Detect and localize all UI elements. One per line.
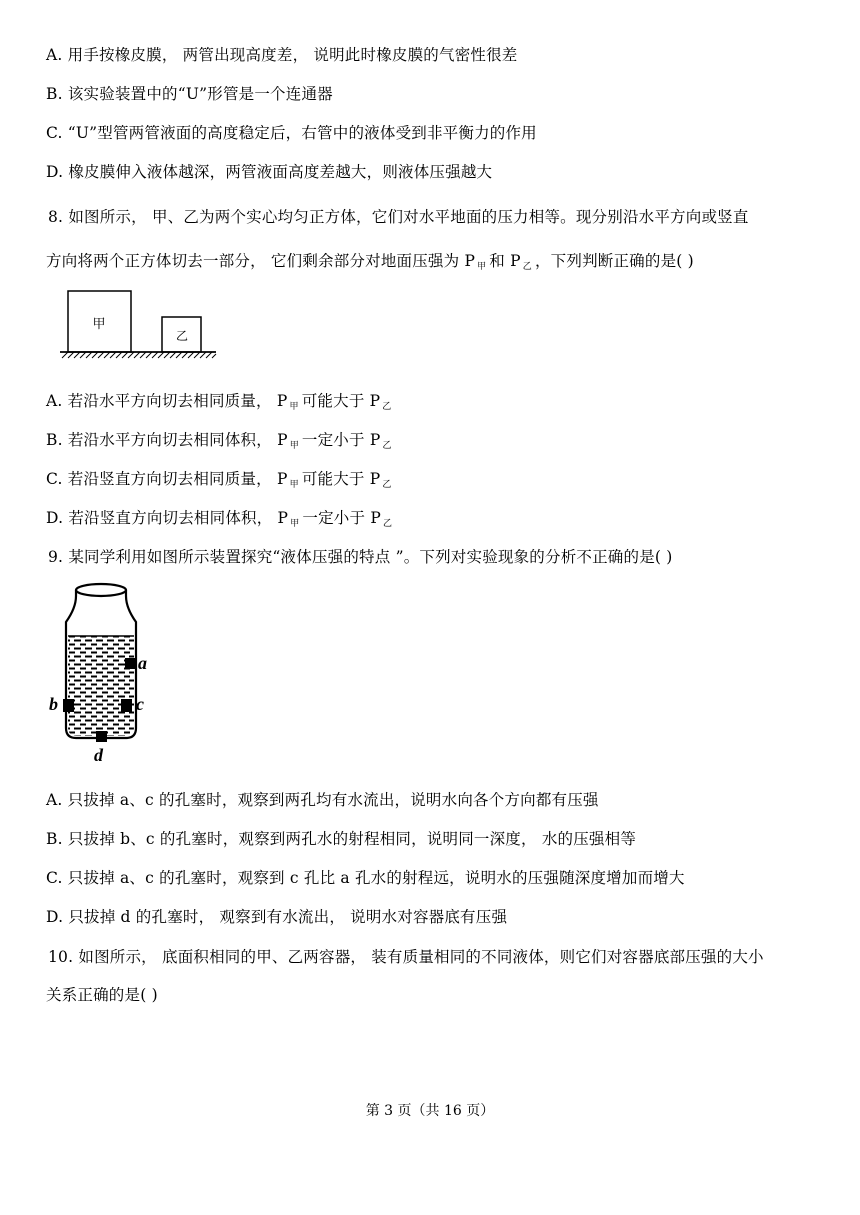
bottle-mouth (76, 584, 126, 596)
hole-plug-c (121, 699, 132, 712)
q8-option-a: A. 若沿水平方向切去相同质量， P $_甲$ 可能大于 P $_乙$ (46, 392, 392, 412)
q7-option-b: B. 该实验装置中的“U”形管是一个连通器 (46, 85, 333, 103)
label-b: b (49, 694, 58, 714)
label-d: d (94, 745, 103, 765)
q8-cubes-figure (58, 288, 218, 362)
subscript-jia: 甲 (477, 262, 487, 272)
water-fill (68, 636, 134, 736)
q9-option-b: B. 只拔掉 b、c 的孔塞时，观察到两孔水的射程相同，说明同一深度， 水的压强相等 (46, 830, 637, 848)
q9-bottle-figure (46, 578, 156, 766)
q9-stem: 9. 某同学利用如图所示装置探究“液体压强的特点 ”。下列对实验现象的分析不正确的是( ) (48, 548, 673, 566)
q8-option-b: B. 若沿水平方向切去相同体积， P $_甲$ 一定小于 P $_乙$ (46, 431, 392, 451)
q8-option-d: D. 若沿竖直方向切去相同体积， P $_甲$ 一定小于 P $_乙$ (46, 509, 393, 529)
q7-option-a: A. 用手按橡皮膜， 两管出现高度差， 说明此时橡皮膜的气密性很差 (46, 46, 518, 64)
q10-stem-line2: 关系正确的是( ) (46, 986, 158, 1004)
q8-stem-line2: 方向将两个正方体切去一部分， 它们剩余部分对地面压强为 P $_甲$ 和 P $_乙$ ，下列判断正确的是( ) (46, 252, 694, 272)
q7-option-d: D. 橡皮膜伸入液体越深，两管液面高度差越大，则液体压强越大 (46, 163, 493, 181)
q7-option-c: C. “U”型管两管液面的高度稳定后，右管中的液体受到非平衡力的作用 (46, 124, 537, 142)
subscript-yi: 乙 (522, 262, 532, 272)
ground-hatching (62, 352, 216, 358)
q8-option-c: C. 若沿竖直方向切去相同质量， P $_甲$ 可能大于 P $_乙$ (46, 470, 392, 490)
hole-plug-b (63, 699, 74, 712)
label-a: a (138, 653, 147, 673)
page-footer: 第 3 页（共 16 页） (365, 1103, 495, 1119)
q8-stem-line1: 8. 如图所示， 甲、乙为两个实心均匀正方体，它们对水平地面的压力相等。现分别沿水平方向或竖直 (48, 208, 749, 226)
q10-stem-line1: 10. 如图所示， 底面积相同的甲、乙两容器， 装有质量相同的不同液体，则它们对容器底部压强的大小 (48, 948, 764, 966)
cube-yi-label: 乙 (175, 329, 189, 343)
q9-option-c: C. 只拔掉 a、c 的孔塞时，观察到 c 孔比 a 孔水的射程远，说明水的压强随深度增加而增大 (46, 869, 685, 887)
label-c: c (136, 694, 144, 714)
cube-jia-label: 甲 (92, 317, 106, 332)
q9-option-a: A. 只拔掉 a、c 的孔塞时，观察到两孔均有水流出，说明水向各个方向都有压强 (46, 791, 599, 809)
q9-option-d: D. 只拔掉 d 的孔塞时， 观察到有水流出， 说明水对容器底有压强 (46, 908, 508, 926)
hole-plug-d (96, 731, 107, 742)
hole-plug-a (125, 658, 136, 669)
